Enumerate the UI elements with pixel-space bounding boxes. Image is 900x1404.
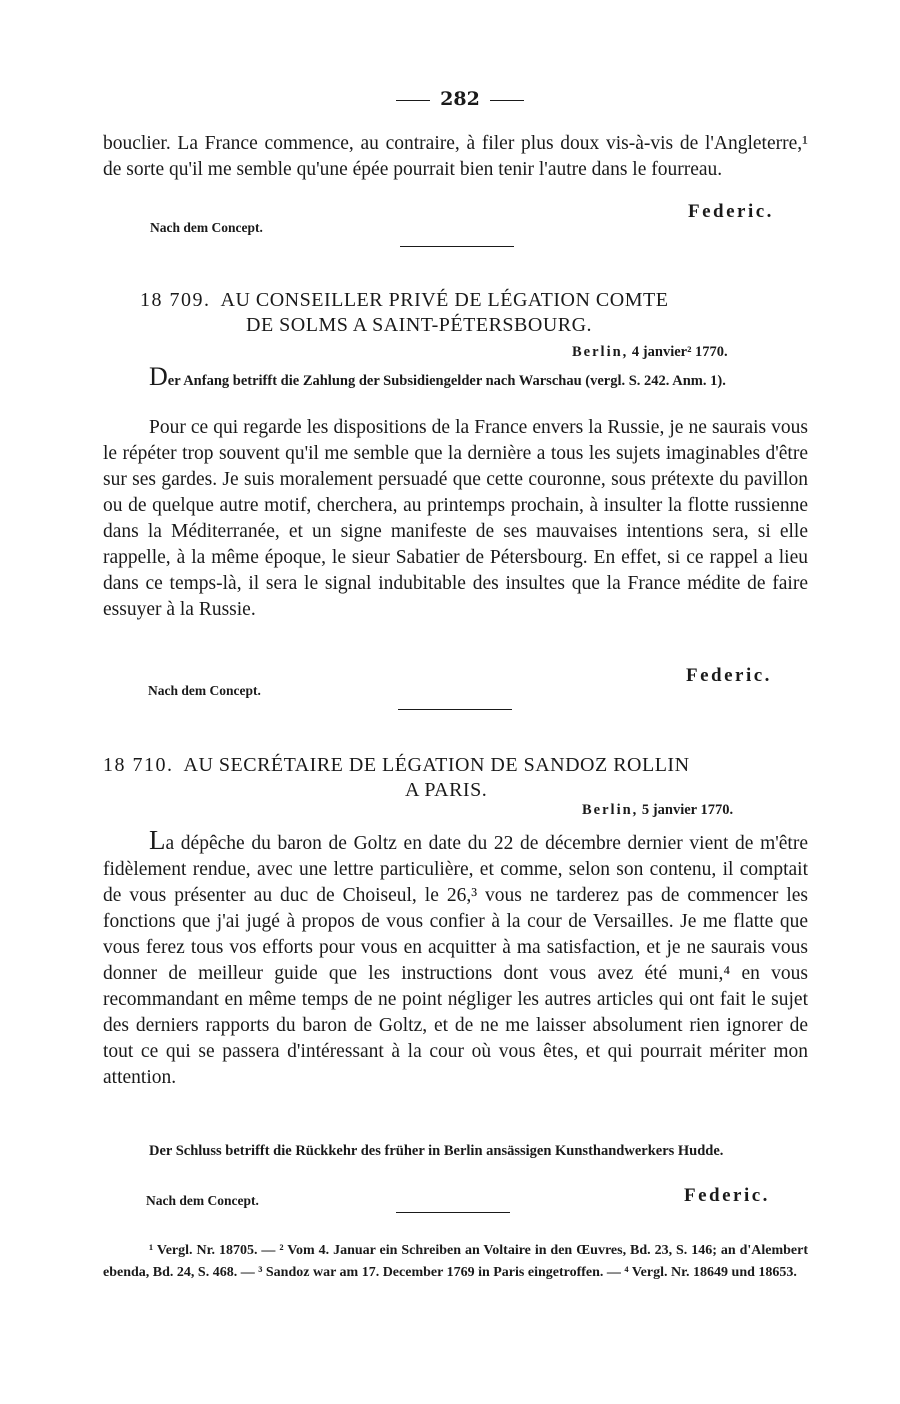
letter-18710-heading xyxy=(103,753,808,778)
letter-18710-dateline xyxy=(582,802,733,819)
letter-18710-body-initial: L xyxy=(149,825,166,855)
footnotes: ¹ Vergl. Nr. 18705. — ² Vom 4. Januar ein Schreiben an Voltaire in den Œuvres, Bd. 23, S. 146; an d'Alembert ebenda, Bd. 24, S. 468. — ³ Sandoz war am 17. December 1769 in Paris eingetroffen. — ⁴ Vergl. Nr. 18649 und 18653. xyxy=(103,1243,808,1280)
section-divider-2 xyxy=(398,709,512,710)
letter-18710-signature: Federic. xyxy=(684,1185,770,1206)
letter-18710-number: 18 710. xyxy=(103,754,174,776)
page-number-text: 282 xyxy=(440,88,480,110)
letter-18709-place: Berlin, xyxy=(572,344,629,360)
page-number-dash-left xyxy=(396,100,430,101)
source-note-top: Nach dem Concept. xyxy=(150,220,263,235)
letter-18710-heading-line2: A PARIS. xyxy=(405,779,488,801)
letter-18709-summary xyxy=(103,362,808,392)
letter-18709-summary-initial: D xyxy=(149,362,168,391)
letter-18709-heading-line1: AU CONSEILLER PRIVÉ DE LÉGATION COMTE xyxy=(220,289,669,311)
section-divider-1 xyxy=(400,246,514,247)
letter-18709-dateline xyxy=(572,344,728,361)
letter-18709-number: 18 709. xyxy=(140,289,211,311)
signature-top: Federic. xyxy=(688,201,774,222)
letter-18709-summary-text: er Anfang betrifft die Zahlung der Subsidiengelder nach Warschau (vergl. S. 242. Anm. 1). xyxy=(167,373,726,389)
page-number xyxy=(380,88,540,110)
section-divider-3 xyxy=(396,1212,510,1213)
letter-18710-body-text: a dépêche du baron de Goltz en date du 22 de décembre dernier vient de m'être fidèlement rendue, avec une lettre particulière, et comme, selon son contenu, il comptait de vous présenter au duc de Choiseul, le 26,³ vous ne tarderez pas de commencer les fonctions que j'ai jugé à propos de vous confier à la cour de Versailles. Je me flatte que vous ferez tous vos efforts pour vous en acquitter à ma satisfaction, et je ne saurais vous donner de meilleur guide que les instructions dont vous avez été muni,⁴ en vous recommandant en même temps de ne point négliger les autres articles qui ont fait le sujet des derniers rapports du baron de Goltz, et de ne me laisser absolument rien ignorer de tout ce qui se passera d'intéressant à la cour où vous êtes, et qui pourrait mériter mon attention. xyxy=(103,833,808,1088)
letter-18710-summary: Der Schluss betrifft die Rückkehr des früher in Berlin ansässigen Kunsthandwerkers Hudde. xyxy=(149,1143,724,1159)
letter-18709-heading-line2: DE SOLMS A SAINT-PÉTERSBOURG. xyxy=(246,314,593,336)
letter-18710-source: Nach dem Concept. xyxy=(146,1193,259,1208)
letter-18709-date: 4 janvier² 1770. xyxy=(631,344,728,360)
letter-18710-body xyxy=(103,827,808,1091)
letter-18709-body: Pour ce qui regarde les dispositions de la France envers la Russie, je ne saurais vous le répéter trop souvent qu'il me semble que la dernière a tous les sujets imaginables d'être sur ses gardes. Je suis moralement persuadé que cette couronne, sous prétexte du pavillon ou de quelque autre motif, cherchera, au printemps prochain, à insulter la flotte russienne dans la Méditerranée, et un signe manifeste de ses mauvaises intentions sera, si elle rappelle, à la même époque, le sieur Sabatier de Pétersbourg. En effet, si ce rappel a lieu dans ce temps-là, il sera le signal indubitable des insultes que la France médite de faire essuyer à la Russie. xyxy=(103,417,808,620)
letter-18710-heading-line1: AU SECRÉTAIRE DE LÉGATION DE SANDOZ ROLLIN xyxy=(183,754,690,776)
page-number-dash-right xyxy=(490,100,524,101)
letter-18709-signature: Federic. xyxy=(686,665,772,686)
letter-18710-date: 5 janvier 1770. xyxy=(641,802,734,818)
letter-18709-source: Nach dem Concept. xyxy=(148,683,261,698)
letter-18710-place: Berlin, xyxy=(582,802,639,818)
continuation-text: bouclier. La France commence, au contraire, à filer plus doux vis-à-vis de l'Angleterre,¹ de sorte qu'il me semble qu'une épée pourrait bien tenir l'autre dans le fourreau. xyxy=(103,133,808,180)
letter-18709-heading xyxy=(140,288,800,313)
